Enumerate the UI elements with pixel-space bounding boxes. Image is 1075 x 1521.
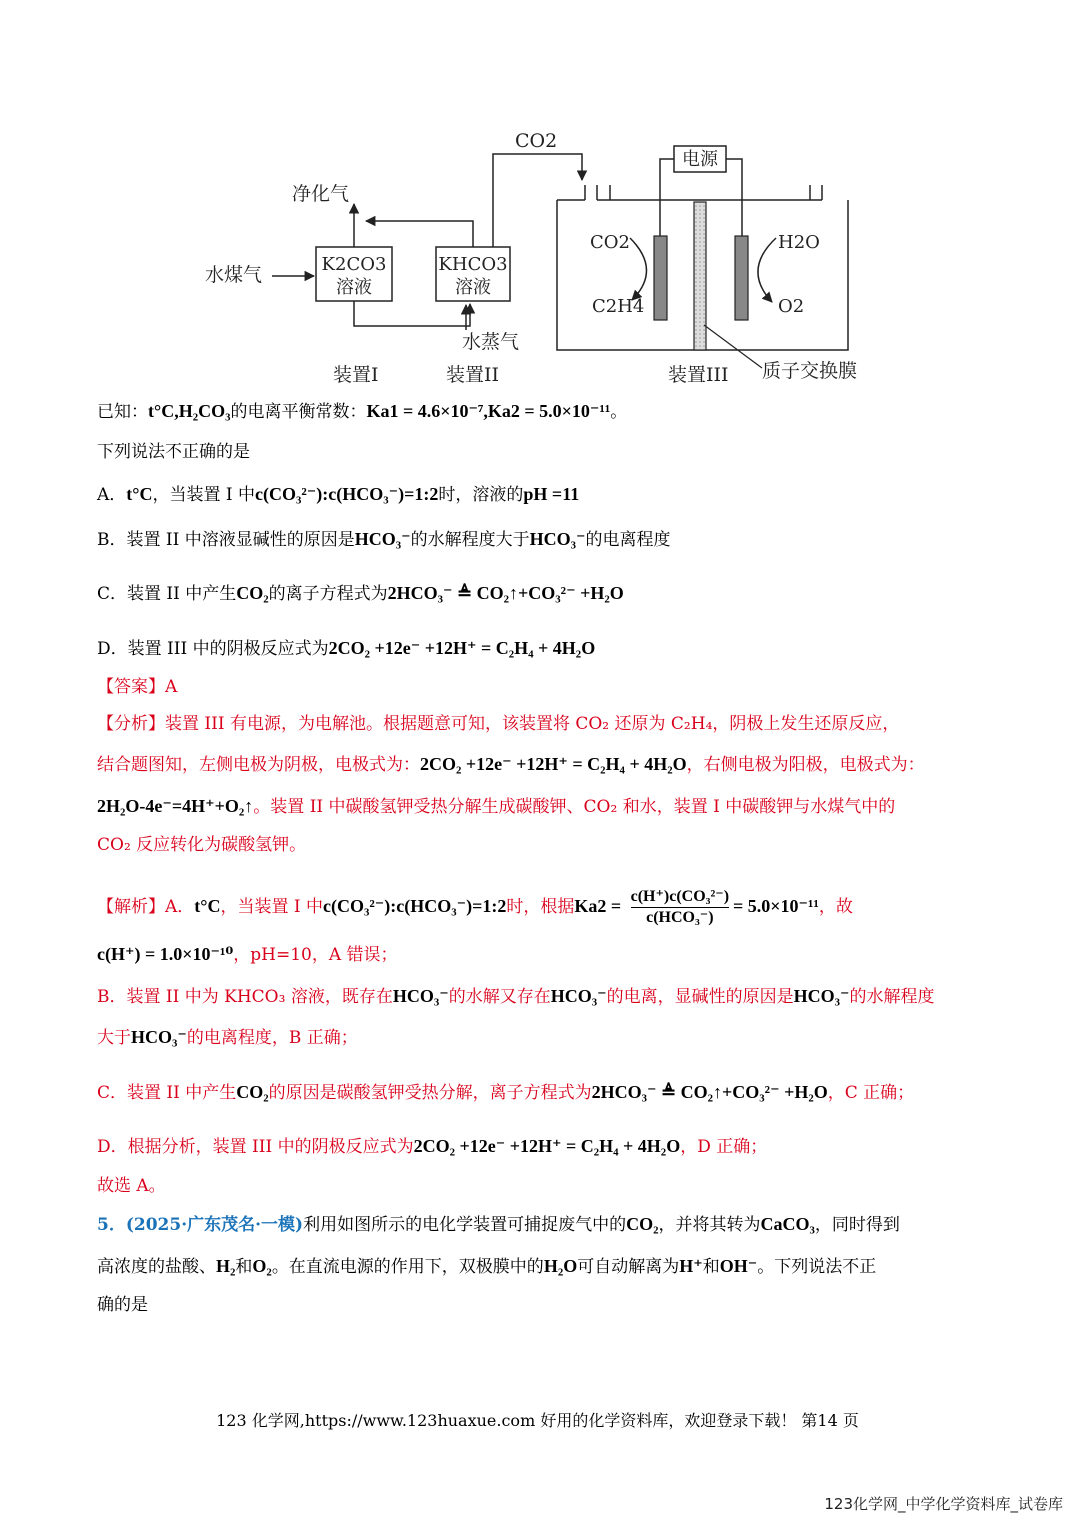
jiexi-d-line: D．根据分析，装置 III 中的阴极反应式为2CO₂ +12e⁻ +12H⁺ = C₂H₄ + 4H₂O，D 正确； xyxy=(97,1136,768,1157)
answer: 【答案】A xyxy=(97,677,178,697)
known-temp: t°C,H₂CO₃ xyxy=(148,401,231,421)
anode xyxy=(735,236,748,320)
end-mark: 。 xyxy=(610,402,628,422)
apparatus-diagram xyxy=(190,120,890,395)
opt-c-equation: 2HCO₃⁻ ≜ CO₂↑+CO₃²⁻ +H₂O xyxy=(387,583,624,603)
ka2-value: Ka2 = 5.0×10⁻¹¹ xyxy=(487,401,611,421)
jiexi-b-line-1: B．装置 II 中为 KHCO₃ 溶液，既存在HCO₃⁻的水解又存在HCO₃⁻的电离，显碱性的原因是HCO₃⁻的水解程度 xyxy=(97,986,935,1007)
apparatus-svg xyxy=(190,120,890,395)
conclusion: 故选 A。 xyxy=(97,1176,166,1196)
q5-source: (2025·广东茂名·一模) xyxy=(125,1215,304,1235)
known-mid: 的电离平衡常数： xyxy=(230,402,367,422)
power-label: 电源 xyxy=(682,149,718,170)
q5-number: 5． xyxy=(97,1215,126,1235)
right-in-label: H2O xyxy=(778,232,820,253)
analysis-line-3: 2H₂O-4e⁻=4H⁺+O₂↑。装置 II 中碳酸氢钾受热分解生成碳酸钾、CO₂ 和水，装置 I 中碳酸钾与水煤气中的 xyxy=(97,796,896,817)
proton-exchange-membrane xyxy=(694,202,706,350)
purified-gas-label: 净化气 xyxy=(292,183,350,205)
q5-line-1: 5．(2025·广东茂名·一模)利用如图所示的电化学装置可捕捉废气中的CO₂，并将其转为CaCO₃，同时得到 xyxy=(97,1214,900,1235)
device1-label: 装置I xyxy=(333,364,379,386)
option-c: C．装置 II 中产生CO₂的离子方程式为2HCO₃⁻ ≜ CO₂↑+CO₃²⁻ +H₂O xyxy=(97,583,624,604)
water-gas-label: 水煤气 xyxy=(205,264,263,286)
k2co3-label: K2CO3 xyxy=(321,254,387,275)
question-stem: 下列说法不正确的是 xyxy=(97,442,250,462)
jiexi-b-line-2: 大于HCO₃⁻的电离程度，B 正确； xyxy=(97,1027,358,1048)
opt-a-temp: t°C xyxy=(126,484,153,504)
membrane-label: 质子交换膜 xyxy=(762,360,858,382)
steam-label: 水蒸气 xyxy=(462,331,520,353)
opt-d-equation: 2CO₂ +12e⁻ +12H⁺ = C₂H₄ + 4H₂O xyxy=(328,638,596,658)
option-b: B．装置 II 中溶液显碱性的原因是HCO₃⁻的水解程度大于HCO₃⁻的电离程度 xyxy=(97,529,671,550)
page-footer: 123 化学网,https://www.123huaxue.com 好用的化学资料库，欢迎登录下载！ 第14 页 xyxy=(216,1411,859,1430)
jiexi-a-line: 【解析】A．t°C，当装置 I 中c(CO₃²⁻):c(HCO₃⁻)=1:2时，根据Ka2 = c(H⁺)c(CO₃²⁻) c(HCO₃⁻) = 5.0×10⁻¹¹，故 xyxy=(97,888,853,926)
device3-label: 装置III xyxy=(668,364,729,386)
left-in-label: CO2 xyxy=(590,232,630,253)
watermark: 123化学网_中学化学资料库_试卷库 xyxy=(824,1495,1063,1513)
right-out-label: O2 xyxy=(778,296,805,317)
q5-line-2: 高浓度的盐酸、H₂和O₂。在直流电源的作用下，双极膜中的H₂O可自动解离为H⁺和OH⁻。下列说法不正 xyxy=(97,1256,877,1277)
opt-a-ratio: c(CO₃²⁻):c(HCO₃⁻)=1:2 xyxy=(255,484,439,504)
known-line: 已知：t°C,H₂CO₃的电离平衡常数：Ka1 = 4.6×10⁻⁷,Ka2 = 5.0×10⁻¹¹。 xyxy=(97,401,628,422)
analysis-line-2: 结合题图知，左侧电极为阴极，电极式为：2CO₂ +12e⁻ +12H⁺ = C₂H₄ + 4H₂O，右侧电极为阳极，电极式为： xyxy=(97,754,925,775)
jiexi-a-line-2: c(H⁺) = 1.0×10⁻¹⁰，pH=10，A 错误； xyxy=(97,944,398,965)
ka2-fraction: c(H⁺)c(CO₃²⁻) c(HCO₃⁻) xyxy=(630,888,730,926)
analysis-line-1: 【分析】装置 III 有电源，为电解池。根据题意可知，该装置将 CO₂ 还原为 C₂H₄，阴极上发生还原反应， xyxy=(97,714,900,734)
cathode xyxy=(654,236,667,320)
co2-top-label: CO2 xyxy=(515,130,558,152)
khco3-label: KHCO3 xyxy=(438,254,508,275)
analysis-line-4: CO₂ 反应转化为碳酸氢钾。 xyxy=(97,835,307,855)
option-d: D．装置 III 中的阴极反应式为2CO₂ +12e⁻ +12H⁺ = C₂H₄ + 4H₂O xyxy=(97,638,596,659)
jiexi-c-line: C．装置 II 中产生CO₂的原因是碳酸氢钾受热分解，离子方程式为2HCO₃⁻ ≜ CO₂↑+CO₃²⁻ +H₂O，C 正确； xyxy=(97,1082,915,1103)
known-label: 已知： xyxy=(97,402,148,422)
option-a: A．t°C，当装置 I 中c(CO₃²⁻):c(HCO₃⁻)=1:2时，溶液的pH =11 xyxy=(97,484,580,505)
ka1-value: Ka1 = 4.6×10⁻⁷ xyxy=(366,401,484,421)
k2co3-solution-label: 溶液 xyxy=(336,277,372,298)
khco3-solution-label: 溶液 xyxy=(455,277,491,298)
device2-label: 装置II xyxy=(446,364,500,386)
opt-a-ph: pH =11 xyxy=(523,484,580,504)
q5-line-3: 确的是 xyxy=(97,1295,148,1315)
left-out-label: C2H4 xyxy=(592,296,645,317)
